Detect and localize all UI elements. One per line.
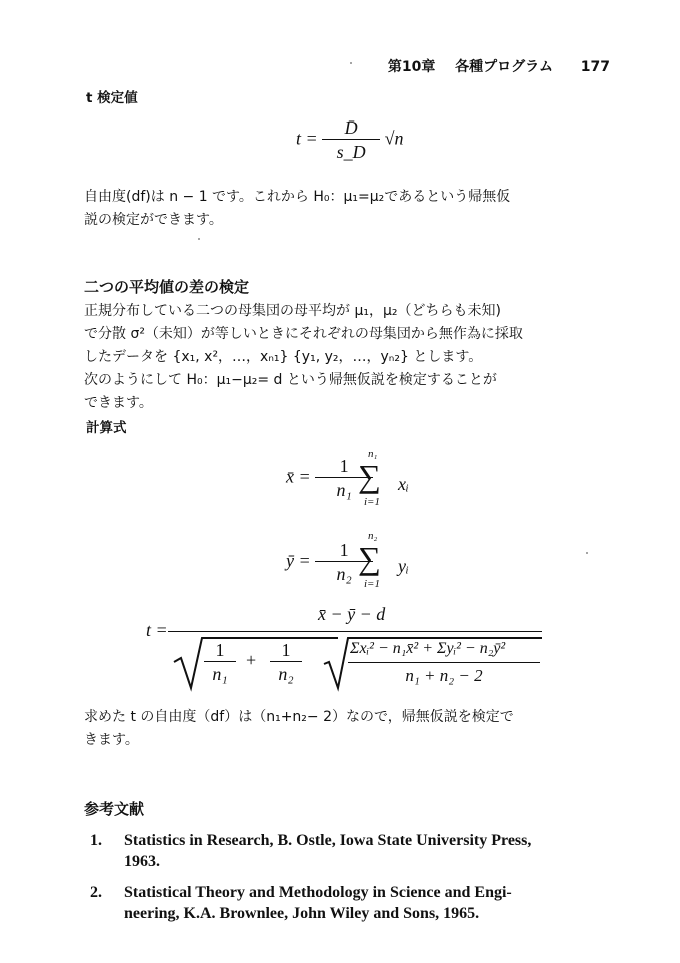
formula-denominator: n₁ bbox=[315, 477, 373, 501]
pooled-numerator: Σxᵢ² − n₁x̄² + Σyᵢ² − n₂ȳ² bbox=[350, 640, 506, 657]
formula-lhs: x̄ = bbox=[286, 466, 311, 487]
formula-t-numerator: x̄ − ȳ − d bbox=[318, 604, 386, 624]
reference-text: Statistics in Research, B. Ostle, Iowa State University Press, bbox=[124, 832, 532, 849]
chapter-title: 各種プログラム bbox=[455, 59, 554, 75]
reference-list bbox=[84, 830, 604, 934]
sum-icon: ∑ bbox=[358, 540, 381, 576]
reference-number: 2. bbox=[90, 884, 102, 901]
reference-item bbox=[84, 882, 604, 924]
formula-sqrt-n: √n bbox=[384, 128, 404, 149]
formula-numerator: 1 bbox=[339, 456, 349, 476]
section-title: 二つの平均値の差の検定 bbox=[84, 278, 250, 296]
pooled-denominator: n₁ + n₂ − 2 bbox=[405, 666, 483, 685]
formula-t-lhs: t = bbox=[146, 620, 168, 640]
fraction-bar bbox=[270, 661, 302, 662]
reference-text: 1963. bbox=[124, 853, 160, 870]
formula-fraction bbox=[322, 118, 380, 163]
reference-text: neering, K.A. Brownlee, John Wiley and Sons, 1965. bbox=[124, 905, 480, 922]
sum-term: xᵢ bbox=[398, 474, 409, 494]
fraction-bar bbox=[204, 661, 236, 662]
paragraph-line: 正規分布している二つの母集団の母平均が μ₁，μ₂（どちらも未知) bbox=[84, 303, 501, 319]
inv-n2-numerator: 1 bbox=[281, 640, 291, 660]
running-header bbox=[388, 56, 610, 76]
scan-speck bbox=[198, 238, 200, 240]
fraction-bar bbox=[348, 662, 540, 663]
formula-numerator: 1 bbox=[339, 540, 349, 560]
scan-speck bbox=[586, 552, 588, 554]
paragraph-line: したデータを {x₁, x²，…，xₙ₁} {y₁, y₂，…，yₙ₂} とします。 bbox=[84, 349, 483, 365]
inv-n1-denominator: n₁ bbox=[212, 664, 228, 684]
formula-denominator: n₂ bbox=[315, 561, 373, 585]
df-paragraph bbox=[84, 186, 612, 232]
references-title: 参考文献 bbox=[84, 800, 145, 818]
conclusion-paragraph bbox=[84, 706, 612, 752]
formula-lhs: t = bbox=[296, 128, 318, 149]
formula-denominator: s_D bbox=[322, 139, 380, 163]
paragraph-line: で分散 σ²（未知）が等しいときにそれぞれの母集団から無作為に採取 bbox=[84, 326, 523, 342]
paragraph-line: 求めた t の自由度（df）は（n₁+n₂− 2）なので，帰無仮説を検定で bbox=[84, 709, 514, 725]
sum-term: yᵢ bbox=[398, 556, 409, 576]
sum-icon: ∑ bbox=[358, 458, 381, 494]
page-number: 177 bbox=[580, 59, 610, 75]
reference-number: 1. bbox=[90, 832, 102, 849]
paragraph-line: 自由度(df)は n − 1 です。これから H₀：μ₁=μ₂であるという帰無仮 bbox=[84, 189, 511, 205]
hypothesis-paragraph bbox=[84, 300, 612, 415]
scan-speck bbox=[350, 62, 352, 64]
reference-item bbox=[84, 830, 604, 872]
paragraph-line: 説の検定ができます。 bbox=[84, 212, 223, 228]
plus-sign: + bbox=[246, 650, 257, 670]
sum-upper-limit: n₁ bbox=[368, 448, 378, 460]
inv-n2-denominator: n₂ bbox=[278, 664, 294, 684]
inv-n1-numerator: 1 bbox=[215, 640, 225, 660]
formula-lhs: ȳ = bbox=[286, 550, 311, 571]
formula-numerator: D̄ bbox=[344, 118, 358, 138]
sum-upper-limit: n₂ bbox=[368, 530, 378, 542]
paragraph-line: 次のようにして H₀：μ₁−μ₂= d という帰無仮説を検定することが bbox=[84, 372, 497, 388]
paragraph-line: できます。 bbox=[84, 395, 153, 411]
t-test-label: t 検定値 bbox=[86, 90, 138, 106]
calc-label: 計算式 bbox=[86, 420, 127, 436]
reference-text: Statistical Theory and Methodology in Science and Engi- bbox=[124, 884, 512, 901]
paragraph-line: きます。 bbox=[84, 732, 139, 748]
sum-lower-limit: i=1 bbox=[364, 578, 380, 590]
sum-lower-limit: i=1 bbox=[364, 496, 380, 508]
formula-t-paired bbox=[296, 118, 404, 163]
chapter-number: 第10章 bbox=[387, 59, 436, 75]
